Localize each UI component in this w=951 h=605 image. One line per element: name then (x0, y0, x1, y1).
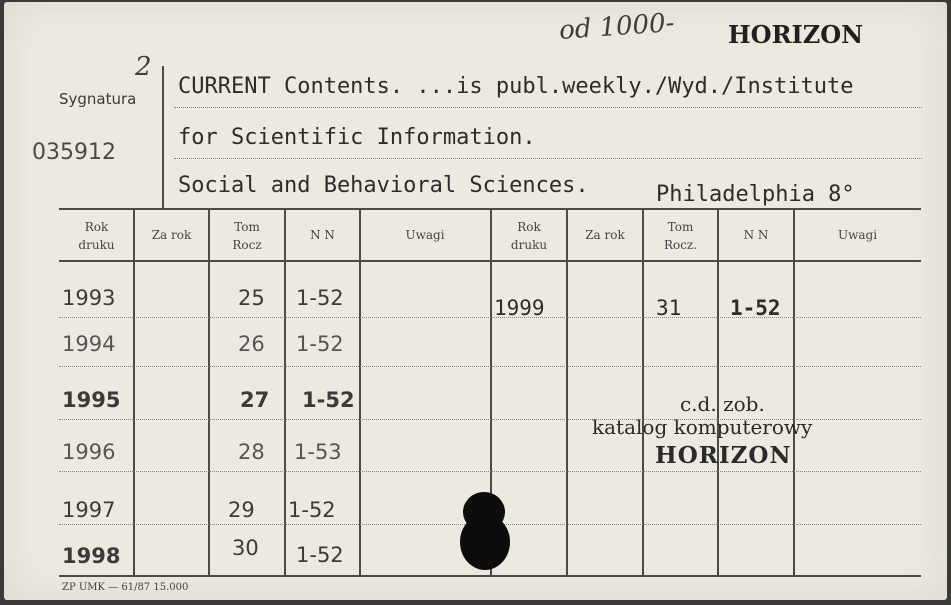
title-line-1: CURRENT Contents. ...is publ.weekly./Wyd./Institute (178, 74, 854, 99)
column-line (359, 209, 361, 577)
row-line (59, 366, 921, 367)
punch-hole (460, 514, 510, 570)
cell-nn: 1-52 (730, 296, 781, 320)
row-line (59, 471, 921, 472)
header-uwagi: Uwagi (405, 228, 445, 242)
stamp-line-3: HORIZON (655, 442, 792, 469)
column-line (642, 209, 644, 577)
header-tom-rocz: Tom Rocz (232, 220, 262, 252)
cell-nn: 1-52 (296, 332, 344, 356)
cell-rok-druku: 1997 (62, 498, 116, 522)
cell-rok-druku: 1998 (62, 544, 121, 568)
row-line (59, 317, 921, 318)
dotted-line (174, 158, 922, 159)
signature-mark: 2 (135, 52, 152, 82)
cell-tom: 25 (238, 286, 265, 310)
header-za-rok: Za rok (585, 228, 625, 242)
horizon-stamp-top: HORIZON (728, 20, 863, 49)
cell-tom: 26 (238, 332, 265, 356)
cell-rok-druku: 1994 (62, 332, 116, 356)
header-uwagi: Uwagi (837, 228, 878, 242)
title-line-3: Social and Behavioral Sciences. (178, 173, 589, 198)
header-nn: N N (310, 228, 335, 242)
cell-nn: 1-52 (288, 498, 336, 522)
column-line (133, 209, 135, 577)
cell-nn: 1-52 (296, 286, 344, 310)
cell-tom: 31 (656, 296, 682, 320)
signature-label: Sygnatura (59, 90, 137, 108)
stamp-line-2: katalog komputerowy (592, 415, 813, 439)
cell-rok-druku: 1996 (62, 440, 116, 464)
cell-nn: 1-52 (296, 543, 344, 567)
catalog-card (4, 2, 947, 600)
column-line (793, 209, 795, 577)
header-rok-druku: Rok druku (510, 220, 548, 252)
cell-rok-druku: 1999 (494, 296, 545, 320)
cell-rok-druku: 1993 (62, 286, 116, 310)
handwritten-note: od 1000- (558, 8, 676, 46)
header-divider (162, 66, 164, 208)
column-line (566, 209, 568, 577)
signature-number: 035912 (32, 140, 116, 165)
cell-tom: 29 (228, 498, 255, 522)
cell-nn: 1-52 (302, 388, 355, 412)
header-tom-rocz: Tom Rocz. (663, 220, 698, 252)
title-line-2: for Scientific Information. (178, 125, 536, 150)
header-rok-druku: Rok druku (78, 220, 115, 252)
cell-tom: 30 (232, 536, 259, 560)
header-za-rok: Za rok (151, 228, 192, 242)
table-bottom-rule (59, 575, 921, 577)
footer-print-info: ZP UMK — 61/87 15.000 (62, 582, 189, 593)
cell-nn: 1-53 (294, 440, 342, 464)
cell-rok-druku: 1995 (62, 388, 121, 412)
cell-tom: 28 (238, 440, 265, 464)
cell-tom: 27 (240, 388, 270, 412)
dotted-line (174, 107, 922, 108)
column-line (284, 209, 286, 577)
stamp-line-1: c.d. zob. (680, 392, 765, 416)
column-line (208, 209, 210, 577)
place-format: Philadelphia 8° (656, 182, 855, 207)
header-nn: N N (743, 228, 769, 242)
